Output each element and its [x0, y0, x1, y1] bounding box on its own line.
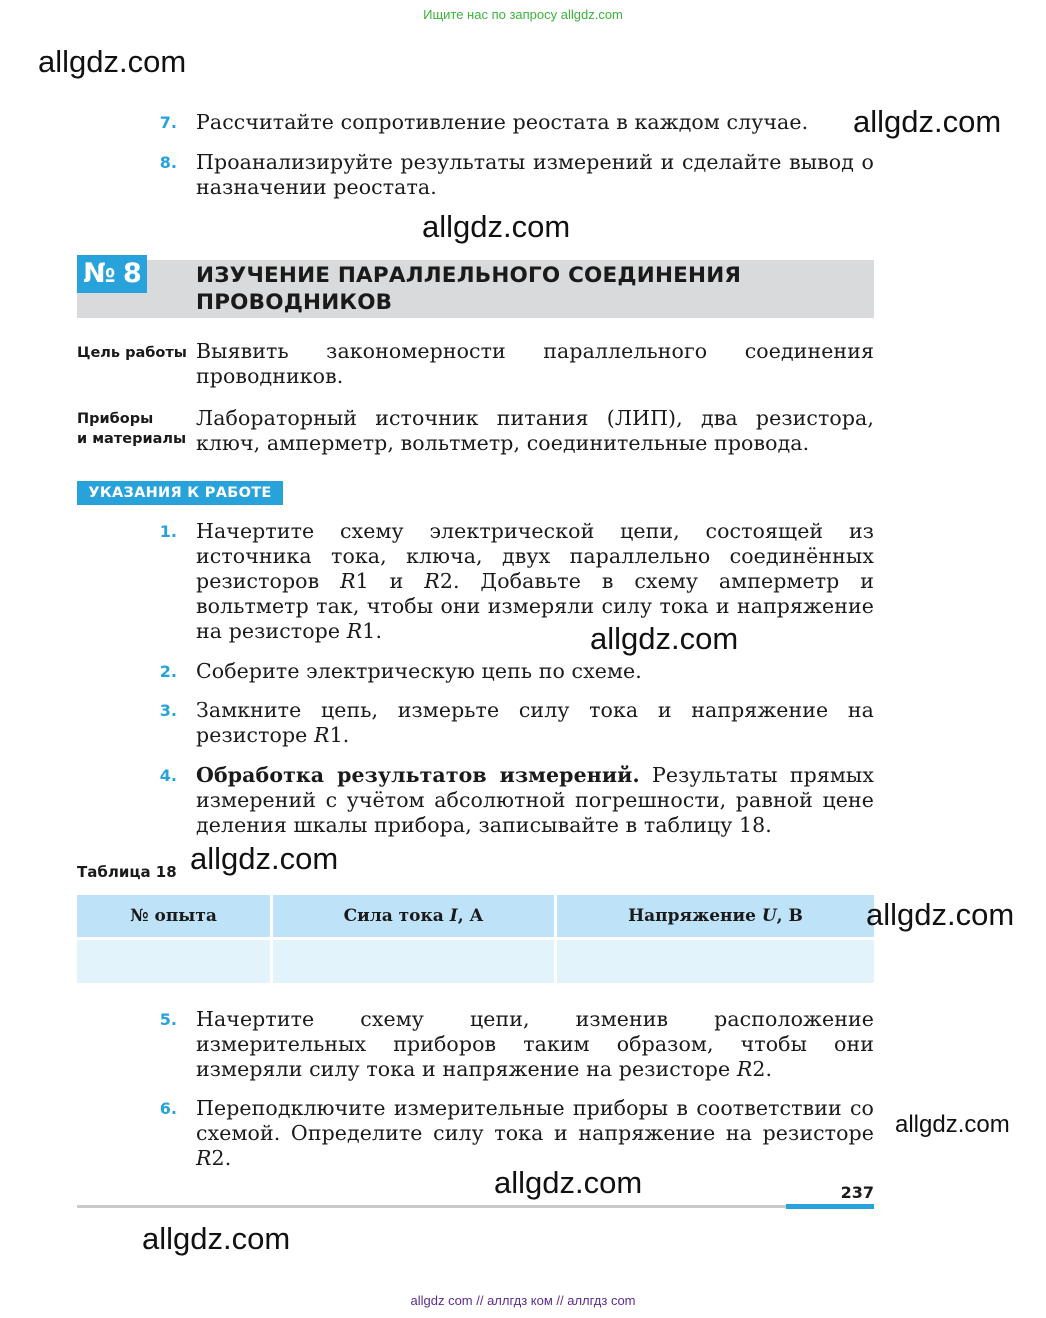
- top-search-note: Ищите нас по запросу allgdz.com: [423, 7, 623, 22]
- lab-title: ИЗУЧЕНИЕ ПАРАЛЛЕЛЬНОГО СОЕДИНЕНИЯ ПРОВОДНИКОВ: [196, 263, 742, 315]
- step-number: 4.: [159, 766, 177, 785]
- watermark: allgdz.com: [190, 841, 339, 876]
- watermark: allgdz.com: [422, 209, 571, 244]
- step-text: Начертите схему цепи, изменив расположение измерительных приборов таким образом, чтобы они измеряли силу тока и напряжение на резисторе R2.: [196, 1007, 874, 1081]
- table-header-cell: Сила тока I, А: [273, 895, 554, 937]
- step-number: 3.: [159, 701, 177, 720]
- goal-label: Цель работы: [77, 345, 187, 361]
- page-number: 237: [840, 1183, 874, 1202]
- footer-accent-rule: [786, 1204, 874, 1209]
- step-text: Проанализируйте результаты измерений и сделайте вывод о назначении реостата.: [196, 150, 874, 199]
- lab-number-badge: № 8: [77, 255, 147, 293]
- bottom-note: allgdz com // аллгдз ком // аллгдз com: [410, 1293, 636, 1308]
- step-text: Замкните цепь, измерьте силу тока и напряжение на резисторе R1.: [196, 698, 874, 747]
- table-header-cell: Напряжение U, В: [557, 895, 874, 937]
- table-cell: [557, 940, 874, 983]
- table-header-cell: № опыта: [77, 895, 270, 937]
- step-number: 7.: [159, 113, 177, 132]
- step-text: Соберите электрическую цепь по схеме.: [196, 659, 642, 683]
- step-text: Начертите схему электрической цепи, состоящей из источника тока, ключа, двух параллельно соединённых резисторов R1 и R2. Добавьте в схему амперметр и вольтметр так, чтобы они измеряли силу тока и напряжение на резисторе R1.: [196, 519, 874, 643]
- watermark: allgdz.com: [494, 1165, 643, 1200]
- table-cell: [77, 940, 270, 983]
- step-number: 2.: [159, 662, 177, 681]
- section-title: УКАЗАНИЯ К РАБОТЕ: [77, 481, 283, 505]
- step-number: 6.: [159, 1099, 177, 1118]
- watermark: allgdz.com: [38, 44, 187, 79]
- step-text: Рассчитайте сопротивление реостата в каждом случае.: [196, 110, 809, 134]
- watermark: allgdz.com: [866, 897, 1015, 932]
- materials-label: Приборы: [77, 411, 154, 427]
- table-cell: [273, 940, 554, 983]
- materials-text: Лабораторный источник питания (ЛИП), два резистора, ключ, амперметр, вольтметр, соединительные провода.: [196, 406, 874, 455]
- watermark: allgdz.com: [853, 104, 1002, 139]
- step-number: 5.: [159, 1010, 177, 1029]
- footer-rule: [77, 1205, 874, 1208]
- watermark: allgdz.com: [590, 621, 739, 656]
- step-text: Обработка результатов измерений. Результаты прямых измерений с учётом абсолютной погрешности, равной цене деления шкалы прибора, записывайте в таблицу 18.: [196, 763, 874, 837]
- step-text: Переподключите измерительные приборы в соответствии со схемой. Определите силу тока и напряжение на резисторе R2.: [196, 1096, 874, 1170]
- goal-text: Выявить закономерности параллельного соединения проводников.: [196, 339, 874, 388]
- watermark: allgdz.com: [142, 1221, 291, 1256]
- watermark: allgdz.com: [895, 1111, 1010, 1138]
- table-label: Таблица 18: [77, 863, 177, 881]
- step-number: 1.: [159, 522, 177, 541]
- materials-label: и материалы: [77, 431, 187, 447]
- step-number: 8.: [159, 153, 177, 172]
